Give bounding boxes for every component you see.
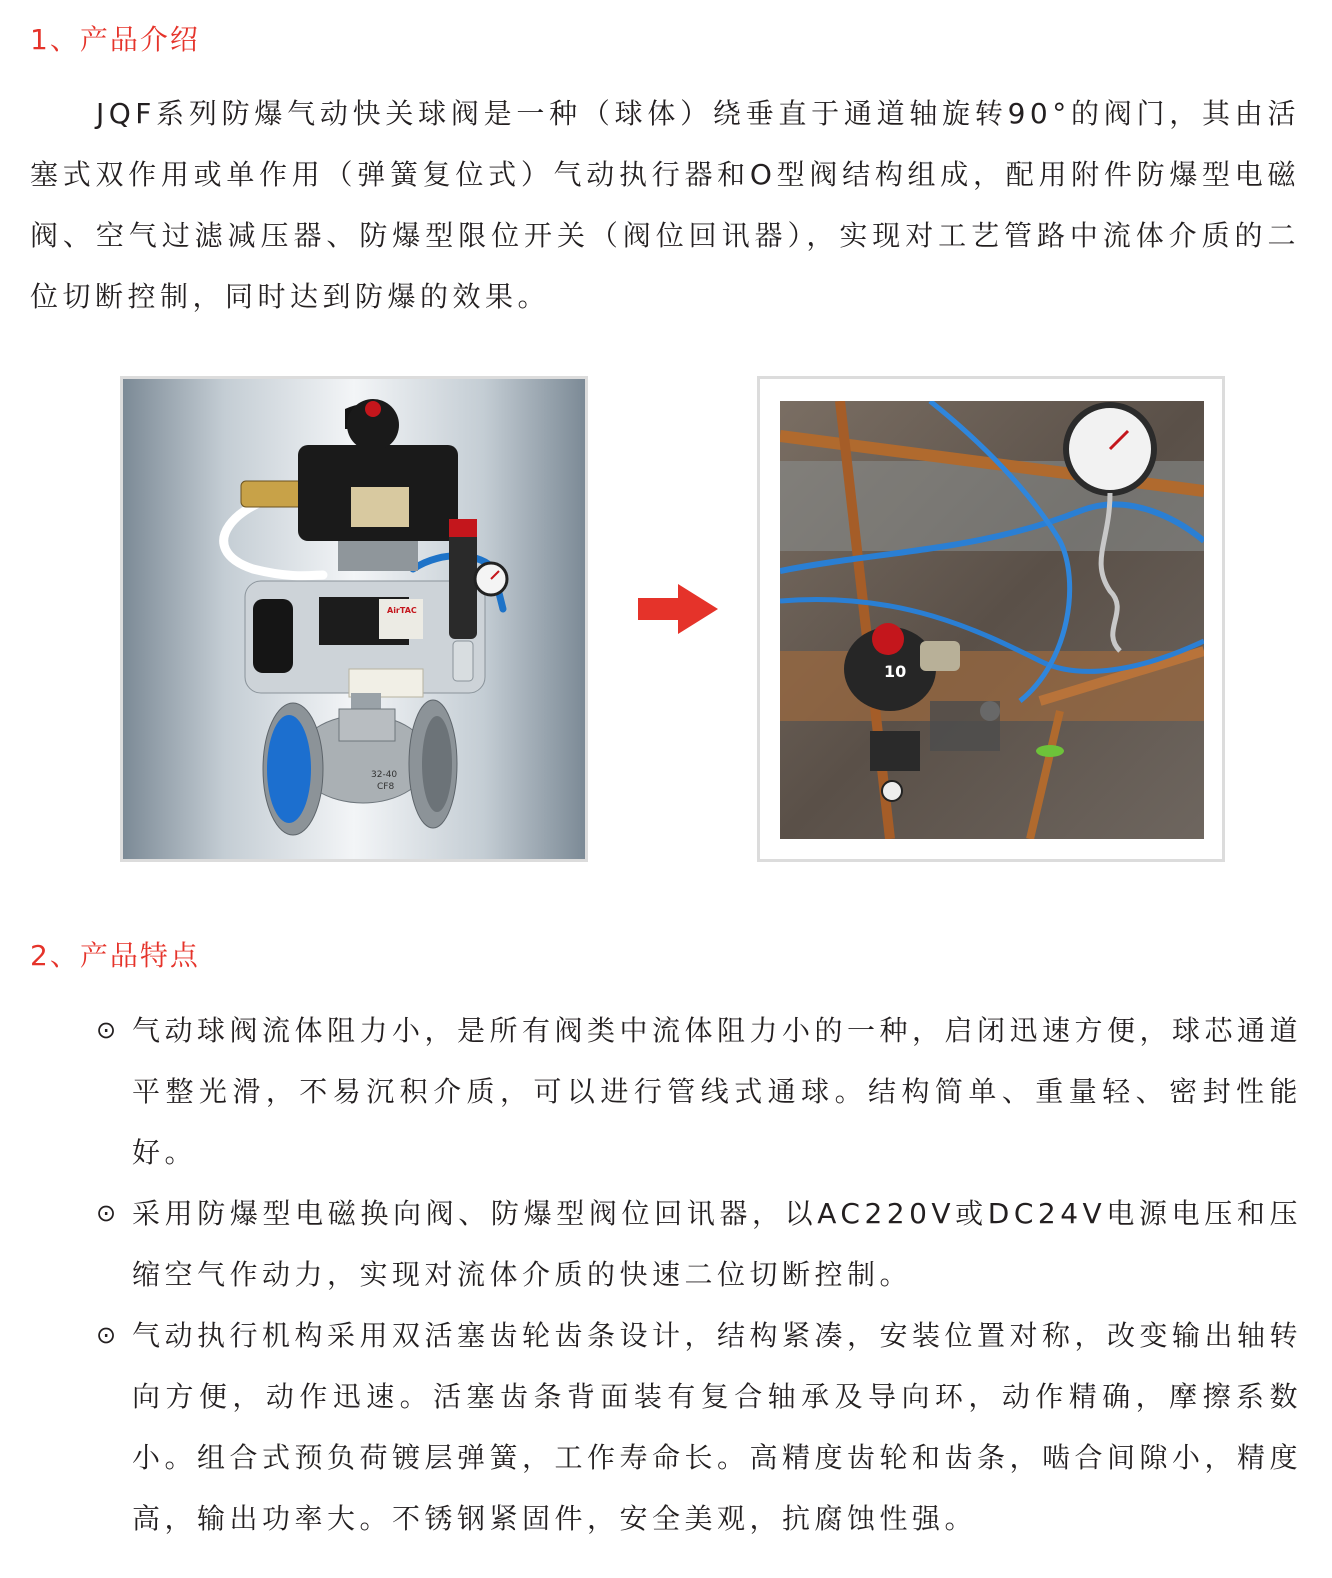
valve-illustration: [123, 379, 585, 859]
circle-dot-bullet-icon: ⊙: [96, 1321, 117, 1349]
features-list: [96, 1000, 1302, 1549]
valve-number: 10: [884, 662, 907, 681]
brand-mark: AirTAC: [387, 606, 417, 615]
material-marking: CF8: [377, 782, 395, 792]
circle-dot-bullet-icon: ⊙: [96, 1199, 117, 1227]
feature-text: 气动球阀流体阻力小，是所有阀类中流体阻力小的一种，启闭迅速方便，球芯通道平整光滑，不易沉积介质，可以进行管线式通球。结构简单、重量轻、密封性能好。: [132, 1014, 1303, 1169]
feature-text: 采用防爆型电磁换向阀、防爆型阀位回讯器，以AC220V或DC24V电源电压和压缩空气作动力，实现对流体介质的快速二位切断控制。: [132, 1197, 1302, 1291]
body-marking: 32-40: [371, 770, 398, 780]
right-arrow-icon: [638, 584, 718, 638]
feature-text: 气动执行机构采用双活塞齿轮齿条设计，结构紧凑，安装位置对称，改变输出轴转向方便，动作迅速。活塞齿条背面装有复合轴承及导向环，动作精确，摩擦系数小。组合式预负荷镀层弹簧，工作寿命长。高精度齿轮和齿条，啮合间隙小，精度高，输出功率大。不锈钢紧固件，安全美观，抗腐蚀性强。: [132, 1319, 1303, 1535]
product-photo-valve: [120, 376, 588, 862]
feature-item: [96, 1305, 1302, 1549]
section-title-intro: 1、产品介绍: [30, 23, 200, 56]
circle-dot-bullet-icon: ⊙: [96, 1016, 117, 1044]
section-title-features: 2、产品特点: [30, 939, 200, 972]
feature-item: [96, 1183, 1302, 1305]
installation-photo-image: [780, 401, 1204, 839]
feature-item: [96, 1000, 1302, 1183]
intro-paragraph: JQF系列防爆气动快关球阀是一种（球体）绕垂直于通道轴旋转90°的阀门，其由活塞式双作用或单作用（弹簧复位式）气动执行器和O型阀结构组成，配用附件防爆型电磁阀、空气过滤减压器、防爆型限位开关（阀位回讯器），实现对工艺管路中流体介质的二位切断控制，同时达到防爆的效果。: [30, 97, 1300, 313]
installation-photo: [757, 376, 1225, 862]
